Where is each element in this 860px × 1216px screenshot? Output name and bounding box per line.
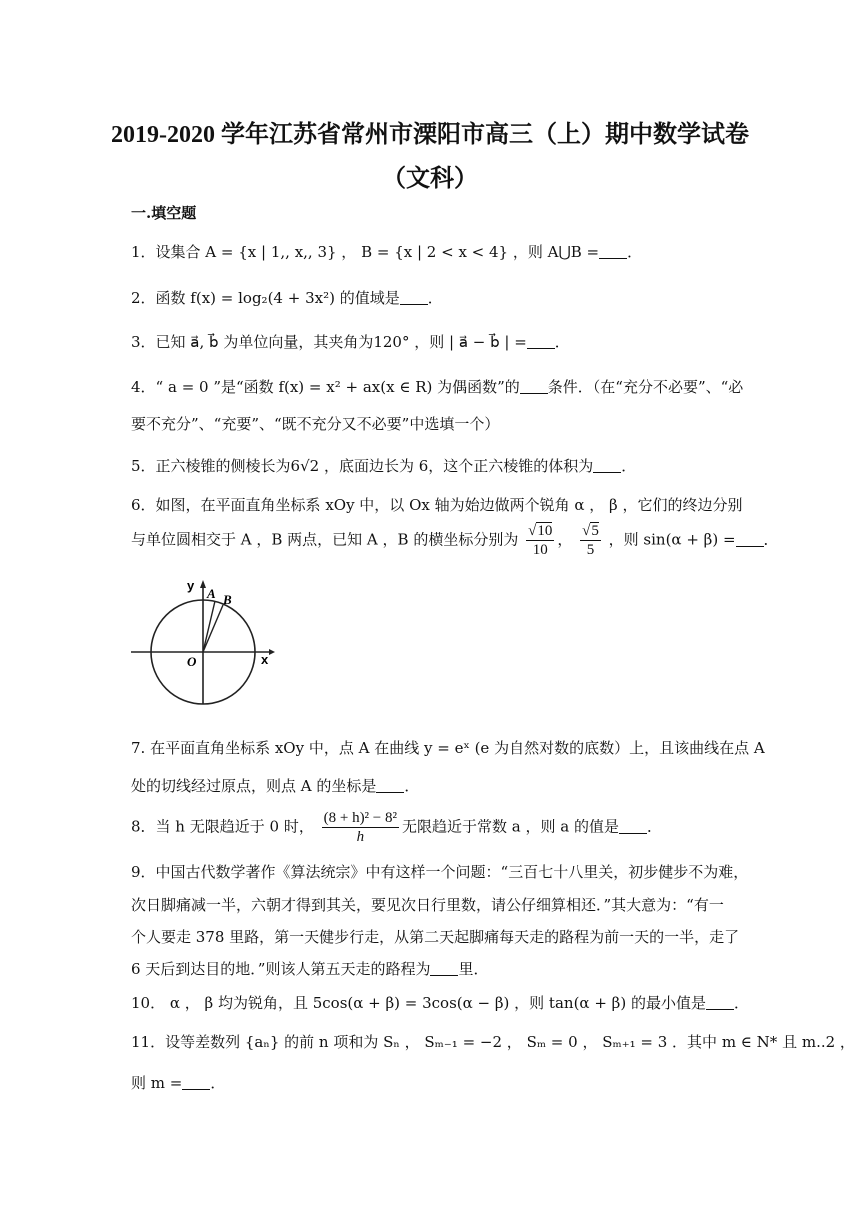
question-5-text: 5．正六棱锥的侧棱长为6√2 ，底面边长为 6，这个正六棱锥的体积为: [131, 457, 594, 475]
x-axis-label: x: [261, 652, 269, 667]
document-title: 2019-2020 学年江苏省常州市溧阳市高三（上）期中数学试卷: [111, 122, 749, 148]
answer-blank: [593, 458, 621, 473]
section-heading: 一.填空题: [131, 204, 197, 222]
answer-blank: [520, 379, 548, 394]
answer-blank: [706, 995, 734, 1010]
question-11: 11．设等差数列 {aₙ} 的前 n 项和为 Sₙ ， Sₘ₋₁ = −2 ， Sₘ = 0 ， Sₘ₊₁ = 3 ．其中 m ∈ N* 且 m..2 ，: [131, 1033, 855, 1051]
question-2-text: 2．函数 f(x) = log₂(4 + 3x²) 的值域是: [131, 289, 400, 307]
answer-blank: [430, 961, 458, 976]
y-axis-label: y: [187, 578, 195, 593]
question-8: 8．当 h 无限趋近于 0 时， $\frac{\text{(8 + h)² − 8²}}{h}$ 无限趋近于常数 a ，则 a 的值是 ．: [131, 810, 662, 845]
question-2: 2．函数 f(x) = log₂(4 + 3x²) 的值域是 ．: [131, 289, 443, 307]
answer-blank: [736, 532, 764, 547]
question-9-line3: 个人要走 378 里路，第一天健步行走，从第二天起脚痛每天走的路程为前一天的一半，走了: [131, 928, 740, 946]
fraction-sqrt10-over-10: $\frac{√10}{10}$: [528, 523, 553, 558]
answer-blank: [527, 334, 555, 349]
answer-blank: [376, 778, 404, 793]
question-9-line2: 次日脚痛减一半，六朝才得到其关，要见次日行里数，请公仔细算相还．”其大意为：“有一: [131, 896, 724, 914]
answer-blank: [400, 290, 428, 305]
x-axis-arrow: [269, 649, 275, 655]
y-axis-arrow: [200, 580, 206, 588]
question-7-line2: 处的切线经过原点，则点 A 的坐标是 ．: [131, 777, 420, 795]
question-10: 10． α ， β 均为锐角，且 5cos(α + β) = 3cos(α − β) ，则 tan(α + β) 的最小值是 ．: [131, 994, 749, 1012]
document-subtitle: （文科）: [382, 166, 478, 192]
question-9: 9．中国古代数学著作《算法统宗》中有这样一个问题：“三百七十八里关，初步健步不为难，: [131, 863, 749, 881]
question-4-text: 4．“ a = 0 ”是“函数 f(x) = x² + ax(x ∈ R) 为偶函数”的: [131, 378, 520, 396]
question-1: 1．设集合 A = {x | 1,, x,, 3} ， B = {x | 2 < x < 4} ，则 A⋃B = ．: [131, 243, 643, 261]
answer-blank: [599, 244, 627, 259]
unit-circle-figure: [131, 576, 281, 706]
question-3-text: 3．已知 a⃗, b⃗ 为单位向量，其夹角为120° ，则 | a⃗ − b⃗ | =: [131, 333, 527, 351]
question-5: 5．正六棱锥的侧棱长为6√2 ，底面边长为 6，这个正六棱锥的体积为 ．: [131, 457, 637, 475]
question-6-line2: 与单位圆相交于 A ，B 两点，已知 A ，B 的横坐标分别为 $\frac{√10}{10}$ ， $\frac{√5}{5}$ ，则 sin(α + β) = ．: [131, 523, 779, 558]
question-7: 7. 在平面直角坐标系 xOy 中，点 A 在曲线 y = eˣ (e 为自然对数的底数）上，且该曲线在点 A: [131, 739, 765, 757]
question-3: 3．已知 a⃗, b⃗ 为单位向量，其夹角为120° ，则 | a⃗ − b⃗ | = ．: [131, 333, 570, 351]
answer-blank: [619, 819, 647, 834]
fraction-sqrt5-over-5: $\frac{√5}{5}$: [582, 523, 599, 558]
origin-label: O: [187, 654, 197, 669]
question-1-text: 1．设集合 A = {x | 1,, x,, 3} ， B = {x | 2 < x < 4} ，则 A⋃B =: [131, 243, 600, 261]
answer-blank: [182, 1075, 210, 1090]
question-6: 6．如图，在平面直角坐标系 xOy 中，以 Ox 轴为始边做两个锐角 α ， β ，它们的终边分别: [131, 496, 743, 514]
fraction-limit: $\frac{\text{(8 + h)² − 8²}}{h}$: [323, 810, 398, 845]
question-4-line2: 要不充分”、“充要”、“既不充分又不必要”中选填一个）: [131, 415, 500, 433]
point-b-label: B: [223, 592, 232, 607]
question-11-line2: 则 m = ．: [131, 1074, 226, 1092]
question-9-line4: 6 天后到达目的地．”则该人第五天走的路程为 里．: [131, 960, 489, 978]
point-a-label: A: [207, 586, 216, 601]
question-4: 4．“ a = 0 ”是“函数 f(x) = x² + ax(x ∈ R) 为偶函数”的 条件．（在“充分不必要”、“必: [131, 378, 744, 396]
